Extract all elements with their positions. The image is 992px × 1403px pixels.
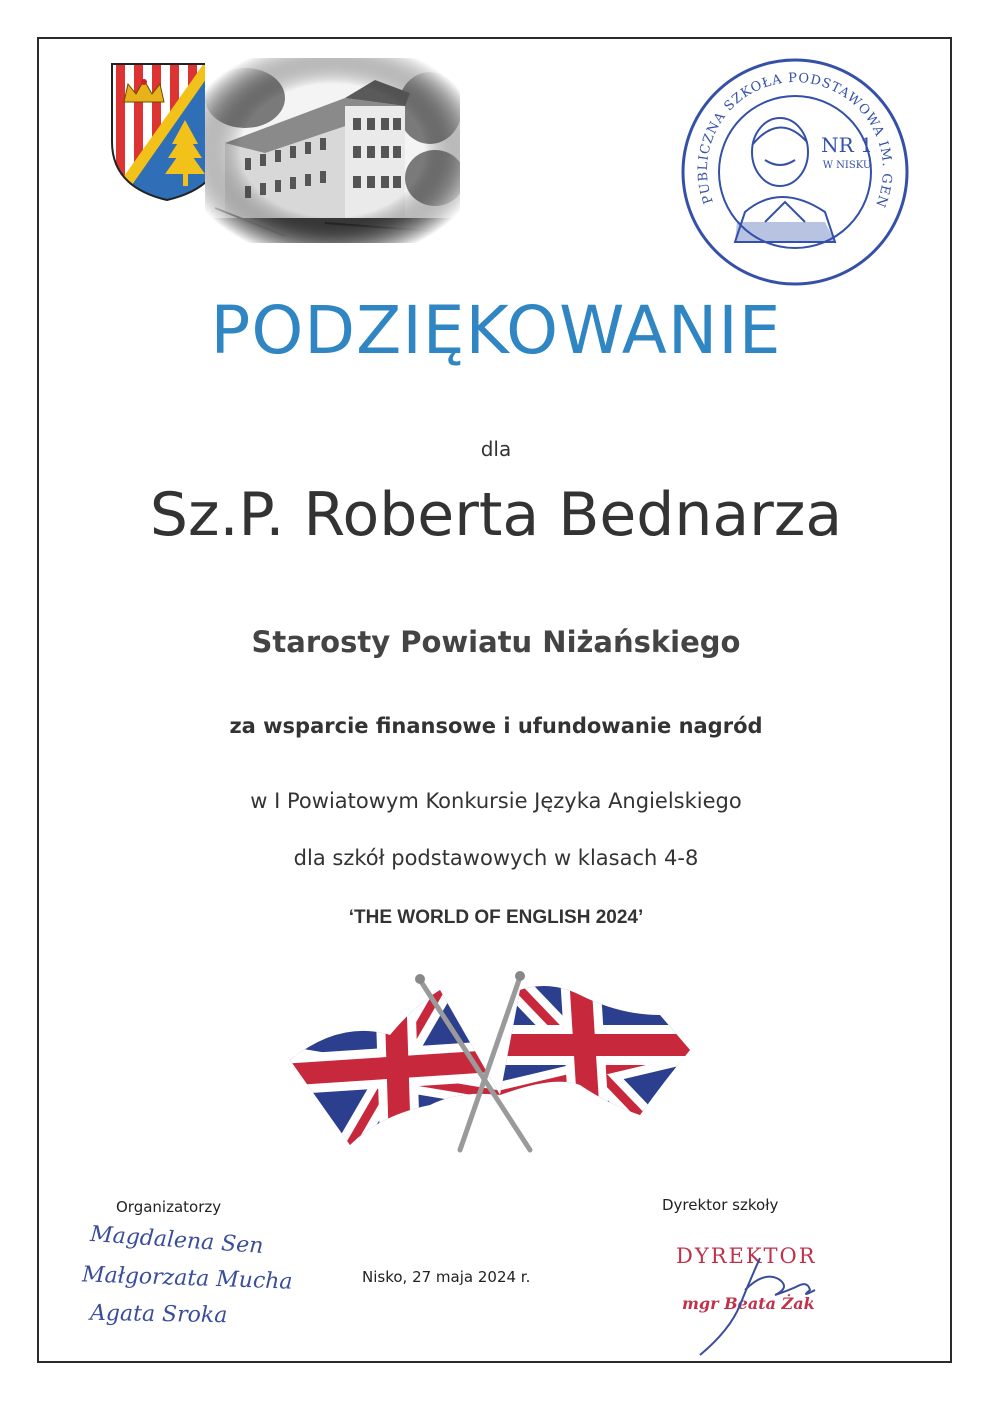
school-seal: [675, 52, 915, 292]
school-building-photo: [205, 58, 460, 243]
director-stamp-name: mgr Beata Żak: [682, 1294, 815, 1313]
seal-location: W NISKU: [822, 160, 872, 171]
recipient-name: Sz.P. Roberta Bednarza: [149, 480, 843, 550]
seal-number: NR 1: [821, 133, 873, 157]
crossed-uk-flags-icon: [280, 965, 710, 1160]
certificate-title: PODZIĘKOWANIE: [210, 292, 782, 369]
organizers-label: Organizatorzy: [116, 1198, 222, 1216]
director-label: Dyrektor szkoły: [662, 1196, 779, 1214]
reason-text: za wsparcie finansowe i ufundowanie nagród: [229, 714, 763, 738]
for-label: dla: [480, 437, 512, 461]
audience-text: dla szkół podstawowych w klasach 4-8: [293, 846, 699, 870]
event-text: w I Powiatowym Konkursie Języka Angielskiego: [250, 789, 742, 813]
organizer-signature-1: Magdalena Sen: [89, 1221, 265, 1260]
organizer-signature-2: Małgorzata Mucha: [81, 1262, 293, 1295]
director-signature-icon: [690, 1250, 830, 1360]
contest-name: ‘THE WORLD OF ENGLISH 2024’: [348, 907, 644, 928]
director-stamp-title: DYREKTOR: [676, 1244, 817, 1268]
place-date: Nisko, 27 maja 2024 r.: [362, 1268, 531, 1286]
seal-ring-text: PUBLICZNA SZKOŁA PODSTAWOWA IM. GEN: [695, 70, 895, 210]
recipient-role: Starosty Powiatu Niżańskiego: [251, 625, 741, 659]
organizer-signature-3: Agata Sroka: [89, 1300, 228, 1329]
